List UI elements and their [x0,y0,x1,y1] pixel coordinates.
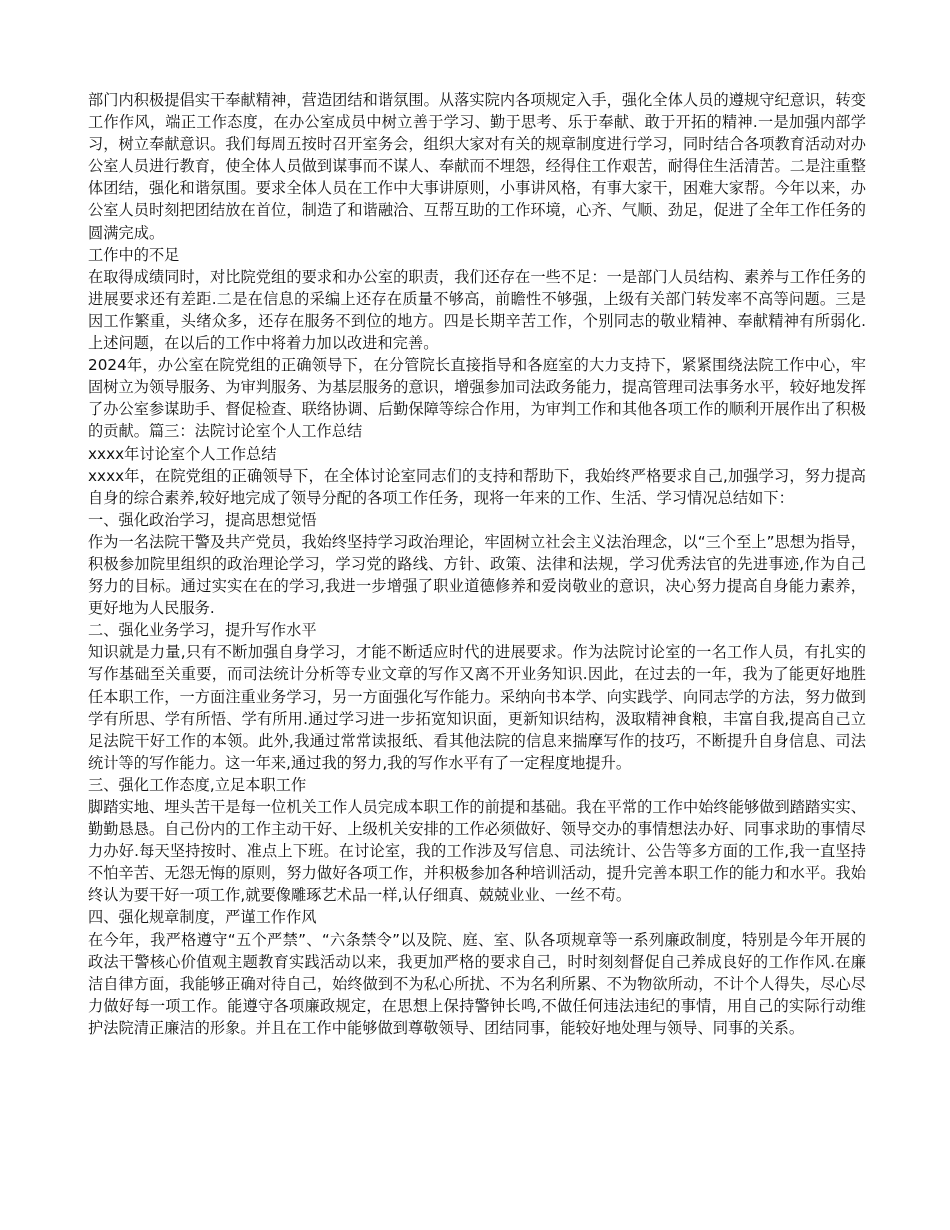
paragraph-office-summary: 2024年，办公室在院党组的正确领导下，在分管院长直接指导和各庭室的大力支持下，紧紧围绕法院工作中心，牢固树立为领导服务、为审判服务、为基层服务的意识，增强参加司法政务能力，提高管理司法事务水平，较好地发挥了办公室参谋助手、督促检查、联络协调、后勤保障等综合作用，为审判工作和其他各项工作的顺利开展作出了积极的贡献。篇三：法院讨论室个人工作总结 [88,356,866,441]
paragraph-section-4: 在今年，我严格遵守“五个严禁”、“六条禁令”以及院、庭、室、队各项规章等一系列廉政制度，特别是今年开展的政法干警核心价值观主题教育实践活动以来，我更加严格的要求自己，时时刻刻督促自己养成良好的工作作风.在廉洁自律方面，我能够正确对待自己，始终做到不为私心所扰、不为名利所累、不为物欲所动，不计个人得失，尽心尽力做好每一项工作。能遵守各项廉政规定，在思想上保持警钟长鸣,不做任何违法违纪的事情，用自己的实际行动维护法院清正廉洁的形象。并且在工作中能够做到尊敬领导、团结同事，能较好地处理与领导、同事的关系。 [88,930,866,1037]
heading-shortcomings: 工作中的不足 [88,245,180,264]
document-page [88,89,866,1039]
heading-section-2: 二、强化业务学习，提升写作水平 [88,621,317,640]
heading-section-3: 三、强化工作态度,立足本职工作 [88,775,307,794]
heading-section-4: 四、强化规章制度，严谨工作作风 [88,908,317,927]
paragraph-teamwork: 部门内积极提倡实干奉献精神，营造团结和谐氛围。从落实院内各项规定入手，强化全体人员的遵规守纪意识，转变工作作风，端正工作态度，在办公室成员中树立善于学习、勤于思考、乐于奉献、敢于开拓的精神.一是加强内部学习，树立奉献意识。我们每周五按时召开室务会，组织大家对有关的规章制度进行学习，同时结合各项教育活动对办公室人员进行教育，使全体人员做到谋事而不谋人、奉献而不埋怨，经得住工作艰苦，耐得住生活清苦。二是注重整体团结，强化和谐氛围。要求全体人员在工作中大事讲原则，小事讲风格，有事大家干，困难大家帮。今年以来，办公室人员时刻把团结放在首位，制造了和谐融洽、互帮互助的工作环境，心齐、气顺、劲足，促进了全年工作任务的圆满完成。 [88,91,866,242]
paragraph-section-3: 脚踏实地、埋头苦干是每一位机关工作人员完成本职工作的前提和基础。我在平常的工作中始终能够做到踏踏实实、勤勤恳恳。自己份内的工作主动干好、上级机关安排的工作必须做好、领导交办的事情想法办好、同事求助的事情尽力办好.每天坚持按时、准点上下班。在讨论室，我的工作涉及写信息、司法统计、公告等多方面的工作,我一直坚持不怕辛苦、无怨无悔的原则，努力做好各项工作，并积极参加各种培训活动，提升完善本职工作的能力和水平。我始终认为要干好一项工作,就要像雕琢艺术品一样,认仔细真、兢兢业业、一丝不苟。 [88,798,866,905]
heading-section-1: 一、强化政治学习，提高思想觉悟 [88,510,317,529]
heading-research-summary-title: xxxx年讨论室个人工作总结 [88,444,277,463]
paragraph-shortcomings: 在取得成绩同时，对比院党组的要求和办公室的职责，我们还存在一些不足：一是部门人员结构、素养与工作任务的进展要求还有差距.二是在信息的采编上还存在质量不够高，前瞻性不够强，上级有关部门转发率不高等问题。三是因工作繁重，头绪众多，还存在服务不到位的地方。四是长期辛苦工作，个别同志的敬业精神、奉献精神有所弱化.上述问题，在以后的工作中将着力加以改进和完善。 [88,267,866,353]
paragraph-section-2: 知识就是力量,只有不断加强自身学习，才能不断适应时代的进展要求。作为法院讨论室的一名工作人员，有扎实的写作基础至关重要，而司法统计分析等专业文章的写作又离不开业务知识.因此，在过去的一年，我为了能更好地胜任本职工作，一方面注重业务学习，另一方面强化写作能力。采纳向书本学、向实践学、向同志学的方法，努力做到学有所思、学有所悟、学有所用.通过学习进一步拓宽知识面，更新知识结构，汲取精神食粮，丰富自我,提高自己立足法院干好工作的本领。此外,我通过常常读报纸、看其他法院的信息来揣摩写作的技巧，不断提升自身信息、司法统计等的写作能力。这一年来,通过我的努力,我的写作水平有了一定程度地提升。 [88,643,866,772]
paragraph-intro: xxxx年，在院党组的正确领导下，在全体讨论室同志们的支持和帮助下，我始终严格要求自己,加强学习，努力提高自身的综合素养,较好地完成了领导分配的各项工作任务，现将一年来的工作、生活、学习情况总结如下： [88,466,866,507]
paragraph-section-1: 作为一名法院干警及共产党员，我始终坚持学习政治理论，牢固树立社会主义法治理念，以“三个至上”思想为指导，积极参加院里组织的政治理论学习，学习党的路线、方针、政策、法律和法规，学习优秀法官的先进事迹,作为自己努力的目标。通过实实在在的学习,我进一步增强了职业道德修养和爱岗敬业的意识，决心努力提高自身能力素养，更好地为人民服务. [88,532,866,618]
